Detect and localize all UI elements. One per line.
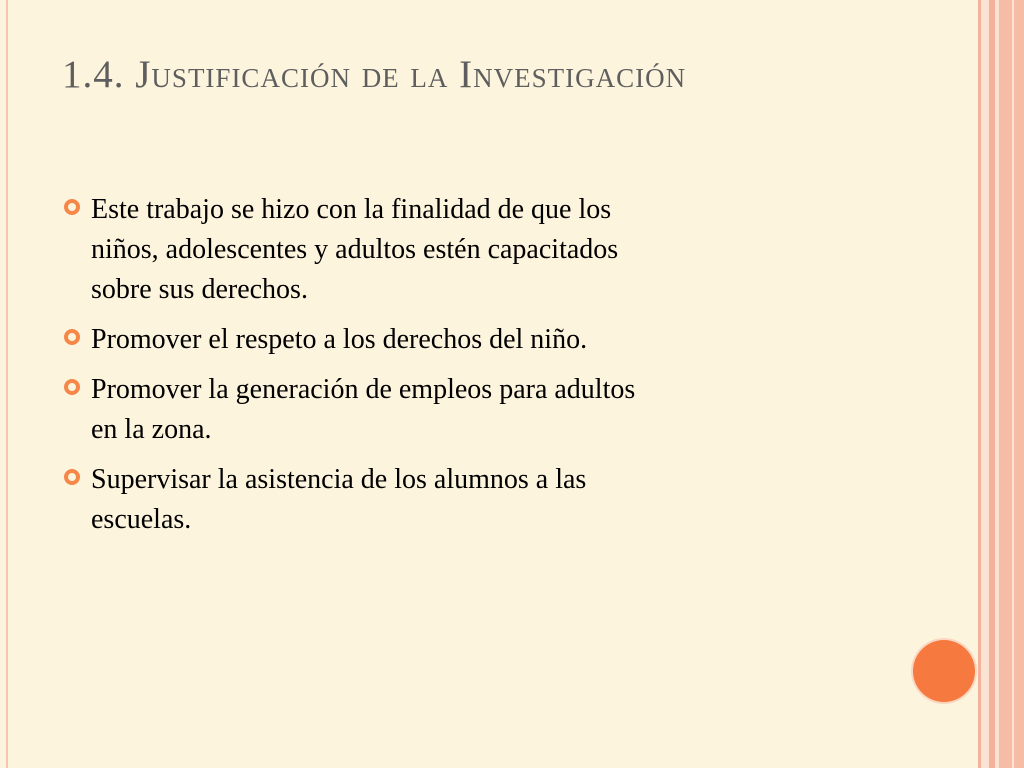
bullet-item [0, 320, 900, 360]
ring-bullet-icon [64, 199, 80, 215]
ring-bullet-icon [64, 379, 80, 395]
right-border-stripe [981, 0, 989, 768]
bullet-text: Supervisar la asistencia de los alumnos a las escuelas. [91, 464, 587, 535]
bullet-item [0, 190, 900, 310]
bullet-item [0, 460, 900, 540]
right-border-stripe [1012, 0, 1014, 768]
bullet-text: Promover el respeto a los derechos del niño. [91, 324, 588, 355]
ring-bullet-icon [64, 469, 80, 485]
bullet-text: Promover la generación de empleos para adultos en la zona. [91, 374, 636, 445]
slide-title: 1.4. Justificación de la Investigación [62, 53, 687, 96]
ring-bullet-icon [64, 329, 80, 345]
bullet-list [0, 190, 900, 550]
bullet-item [0, 370, 900, 450]
bullet-text: Este trabajo se hizo con la finalidad de que los niños, adolescentes y adultos estén capacitados sobre sus derechos. [91, 194, 619, 305]
orange-circle-decoration [913, 640, 975, 702]
